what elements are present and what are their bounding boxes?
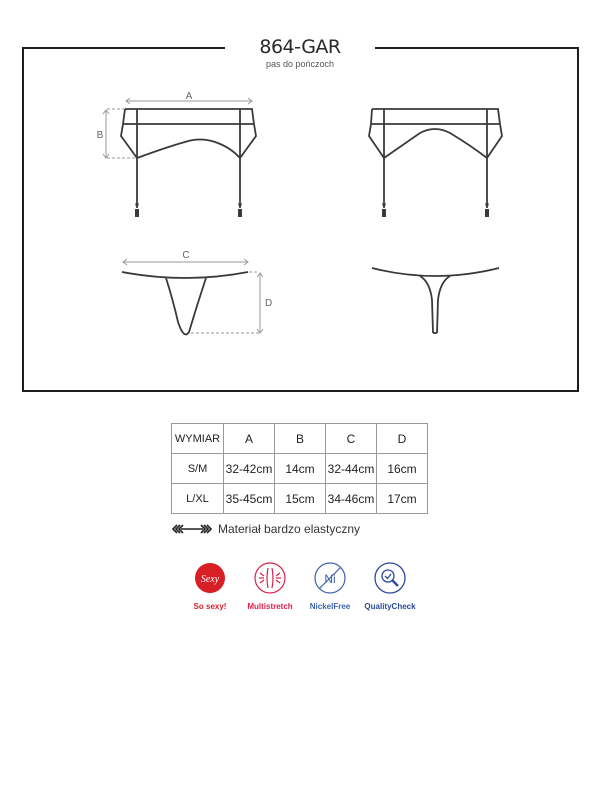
value-cell: 15cm bbox=[275, 484, 326, 514]
header-cell: C bbox=[326, 424, 377, 454]
size-cell: L/XL bbox=[172, 484, 224, 514]
table-row bbox=[172, 484, 428, 514]
size-cell: S/M bbox=[172, 454, 224, 484]
badge-label: Multistretch bbox=[247, 602, 293, 611]
elastic-note-text: Materiał bardzo elastyczny bbox=[218, 522, 361, 536]
label-a: A bbox=[185, 91, 193, 102]
badge-nickel-free bbox=[300, 562, 360, 611]
garter-belt-front bbox=[121, 109, 256, 208]
value-cell: 35-45cm bbox=[224, 484, 275, 514]
product-code: 864-GAR bbox=[259, 36, 341, 58]
sexy-icon bbox=[194, 562, 226, 594]
elastic-note bbox=[172, 522, 360, 536]
badge-so-sexy bbox=[180, 562, 240, 611]
header-cell: A bbox=[224, 424, 275, 454]
badge-label: NickelFree bbox=[309, 602, 351, 611]
product-description: pas do pończoch bbox=[265, 59, 335, 69]
label-c: C bbox=[182, 250, 190, 261]
dimension-d bbox=[191, 272, 263, 333]
feature-badges bbox=[180, 562, 430, 612]
thong-back bbox=[372, 268, 499, 333]
value-cell: 14cm bbox=[275, 454, 326, 484]
value-cell: 34-46cm bbox=[326, 484, 377, 514]
header-cell: B bbox=[275, 424, 326, 454]
header-cell: WYMIAR bbox=[172, 424, 224, 454]
svg-text:Ni: Ni bbox=[324, 572, 336, 586]
table-header-row bbox=[172, 424, 428, 454]
badge-multistretch bbox=[240, 562, 300, 611]
size-table bbox=[171, 423, 428, 514]
value-cell: 32-44cm bbox=[326, 454, 377, 484]
thong-front bbox=[122, 272, 248, 334]
garter-clips-front bbox=[135, 203, 242, 217]
value-cell: 16cm bbox=[377, 454, 428, 484]
badge-label: QualityCheck bbox=[364, 602, 416, 611]
garter-belt-back bbox=[369, 109, 502, 208]
technical-drawing bbox=[0, 0, 600, 400]
value-cell: 32-42cm bbox=[224, 454, 275, 484]
nickel-free-icon bbox=[314, 562, 346, 594]
svg-text:Sexy: Sexy bbox=[200, 574, 220, 585]
garter-clips-back bbox=[382, 203, 489, 217]
multistretch-icon bbox=[254, 562, 286, 594]
label-d: D bbox=[265, 298, 273, 309]
value-cell: 17cm bbox=[377, 484, 428, 514]
table-row bbox=[172, 454, 428, 484]
label-b: B bbox=[96, 130, 104, 141]
badge-label: So sexy! bbox=[193, 602, 227, 611]
header-cell: D bbox=[377, 424, 428, 454]
badge-quality-check bbox=[360, 562, 420, 611]
quality-check-icon bbox=[374, 562, 406, 594]
double-arrow-stretch-icon bbox=[172, 524, 212, 534]
